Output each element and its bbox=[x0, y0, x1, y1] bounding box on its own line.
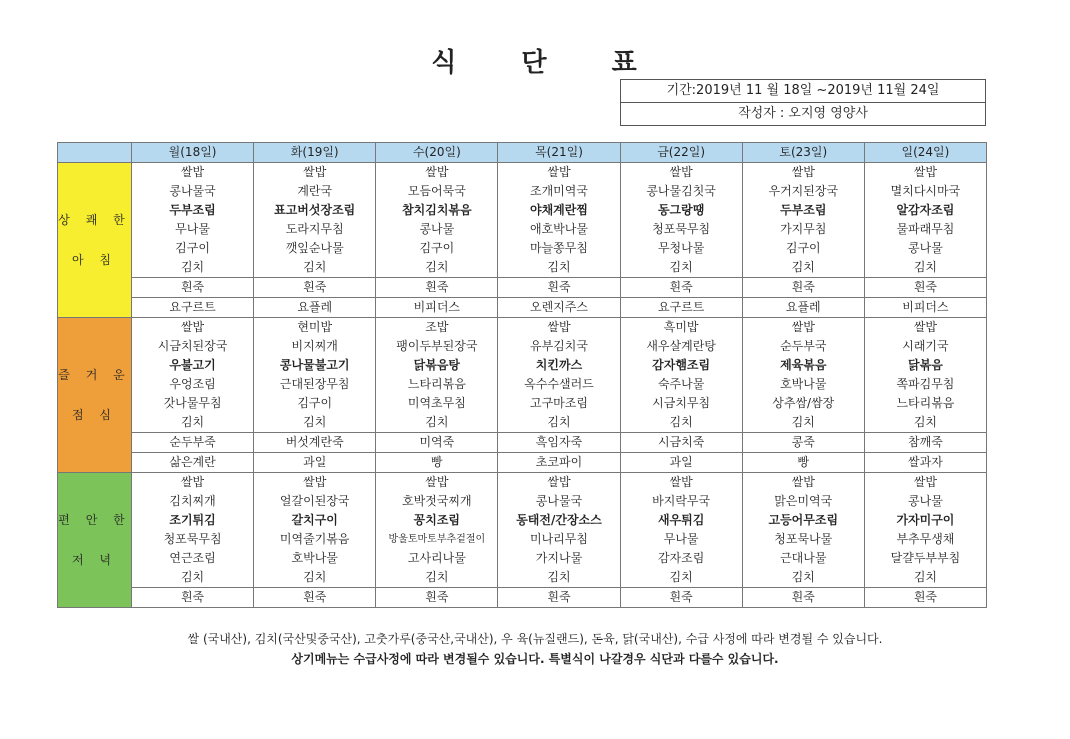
breakfast-label-top: 상 쾌 한 bbox=[58, 213, 131, 227]
menu-item: 갓나물무침 bbox=[132, 394, 254, 413]
dessert-item: 쌀과자 bbox=[864, 453, 986, 473]
menu-item: 고사리나물 bbox=[376, 549, 498, 568]
breakfast-menu-row bbox=[58, 258, 987, 278]
menu-item: 우불고기 bbox=[132, 356, 254, 375]
menu-item: 멸치다시마국 bbox=[864, 182, 986, 201]
menu-item: 콩나물국 bbox=[498, 492, 620, 511]
menu-item: 김치 bbox=[132, 258, 254, 278]
porridge-item: 참깨죽 bbox=[864, 433, 986, 453]
breakfast-label bbox=[58, 163, 132, 318]
menu-item: 마늘쫑무침 bbox=[498, 239, 620, 258]
menu-item: 청포묵무침 bbox=[132, 530, 254, 549]
menu-item: 감자조림 bbox=[620, 549, 742, 568]
menu-item: 바지락무국 bbox=[620, 492, 742, 511]
author-text: 작성자 : 오지영 영양사 bbox=[621, 102, 985, 125]
menu-item: 조밥 bbox=[376, 318, 498, 338]
lunch-label-top: 즐 거 운 bbox=[58, 368, 131, 382]
menu-item: 청포묵나물 bbox=[742, 530, 864, 549]
dessert-item: 과일 bbox=[254, 453, 376, 473]
menu-item: 김치 bbox=[620, 258, 742, 278]
breakfast-menu-row bbox=[58, 163, 987, 183]
menu-item: 느타리볶음 bbox=[376, 375, 498, 394]
day-header: 월(18일) bbox=[132, 143, 254, 163]
porridge-item: 흰죽 bbox=[254, 278, 376, 298]
menu-item: 쌀밥 bbox=[132, 473, 254, 493]
menu-item: 참치김치볶음 bbox=[376, 201, 498, 220]
menu-item: 근대나물 bbox=[742, 549, 864, 568]
day-header: 토(23일) bbox=[742, 143, 864, 163]
porridge-item: 흰죽 bbox=[498, 278, 620, 298]
menu-item: 쌀밥 bbox=[132, 318, 254, 338]
menu-item: 고구마조림 bbox=[498, 394, 620, 413]
porridge-item: 콩죽 bbox=[742, 433, 864, 453]
dessert-item: 과일 bbox=[620, 453, 742, 473]
menu-item: 팽이두부된장국 bbox=[376, 337, 498, 356]
lunch-porridge-row bbox=[58, 433, 987, 453]
menu-item: 표고버섯장조림 bbox=[254, 201, 376, 220]
menu-item: 청포묵무침 bbox=[620, 220, 742, 239]
menu-item: 쌀밥 bbox=[864, 473, 986, 493]
menu-item: 쌀밥 bbox=[742, 163, 864, 183]
menu-item: 김치 bbox=[742, 413, 864, 433]
lunch-menu-row bbox=[58, 413, 987, 433]
menu-item: 김치 bbox=[376, 413, 498, 433]
porridge-item: 흰죽 bbox=[132, 278, 254, 298]
menu-item: 상추쌈/쌈장 bbox=[742, 394, 864, 413]
day-header: 금(22일) bbox=[620, 143, 742, 163]
menu-item: 야채계란찜 bbox=[498, 201, 620, 220]
dinner-menu-row bbox=[58, 568, 987, 588]
menu-item: 현미밥 bbox=[254, 318, 376, 338]
menu-item: 쌀밥 bbox=[620, 163, 742, 183]
menu-item: 흑미밥 bbox=[620, 318, 742, 338]
dessert-item: 삶은계란 bbox=[132, 453, 254, 473]
menu-item: 새우튀김 bbox=[620, 511, 742, 530]
day-header: 일(24일) bbox=[864, 143, 986, 163]
menu-item: 얼갈이된장국 bbox=[254, 492, 376, 511]
lunch-menu-row bbox=[58, 375, 987, 394]
origin-footnote: 쌀 (국내산), 김치(국산및중국산), 고춧가루(중국산,국내산), 우 육(뉴질랜드), 돈육, 닭(국내산), 수급 사정에 따라 변경될 수 있습니다. bbox=[187, 632, 883, 646]
lunch-dessert-row bbox=[58, 453, 987, 473]
dinner-menu-row bbox=[58, 492, 987, 511]
menu-item: 시금치된장국 bbox=[132, 337, 254, 356]
menu-item: 김구이 bbox=[742, 239, 864, 258]
menu-item: 치킨까스 bbox=[498, 356, 620, 375]
breakfast-menu-row bbox=[58, 220, 987, 239]
dinner-menu-row bbox=[58, 473, 987, 493]
lunch-label-bottom: 점 심 bbox=[72, 408, 117, 422]
dessert-item: 요구르트 bbox=[132, 298, 254, 318]
dinner-menu-row bbox=[58, 511, 987, 530]
lunch-label bbox=[58, 318, 132, 473]
breakfast-menu-row bbox=[58, 182, 987, 201]
dessert-item: 빵 bbox=[376, 453, 498, 473]
menu-item: 김구이 bbox=[254, 394, 376, 413]
period-text: 기간:2019년 11 월 18일 ~2019년 11월 24일 bbox=[666, 83, 940, 98]
menu-item: 닭볶음 bbox=[864, 356, 986, 375]
porridge-item: 시금치죽 bbox=[620, 433, 742, 453]
menu-item: 깻잎순나물 bbox=[254, 239, 376, 258]
menu-item: 김치 bbox=[742, 568, 864, 588]
menu-item: 쌀밥 bbox=[742, 318, 864, 338]
breakfast-dessert-row bbox=[58, 298, 987, 318]
dessert-item: 요플레 bbox=[742, 298, 864, 318]
menu-item: 김치 bbox=[620, 568, 742, 588]
menu-item: 김치 bbox=[498, 258, 620, 278]
menu-item: 쌀밥 bbox=[376, 163, 498, 183]
menu-item: 조개미역국 bbox=[498, 182, 620, 201]
notice-footnote: 상기메뉴는 수급사정에 따라 변경될수 있습니다. 특별식이 나갈경우 식단과 다를수 있습니다. bbox=[291, 652, 779, 666]
day-header-row bbox=[58, 143, 987, 163]
menu-item: 김치 bbox=[376, 568, 498, 588]
lunch-menu-row bbox=[58, 337, 987, 356]
menu-item: 미역초무침 bbox=[376, 394, 498, 413]
porridge-item: 흰죽 bbox=[376, 588, 498, 608]
menu-item: 달걀두부부침 bbox=[864, 549, 986, 568]
menu-item: 김치 bbox=[864, 568, 986, 588]
menu-item: 순두부국 bbox=[742, 337, 864, 356]
porridge-item: 흰죽 bbox=[376, 278, 498, 298]
menu-item: 새우살계란탕 bbox=[620, 337, 742, 356]
menu-item: 콩나물불고기 bbox=[254, 356, 376, 375]
menu-body bbox=[58, 163, 987, 608]
menu-item: 김치 bbox=[498, 568, 620, 588]
corner-cell bbox=[58, 143, 132, 163]
menu-item: 김치 bbox=[254, 413, 376, 433]
menu-item: 콩나물김칫국 bbox=[620, 182, 742, 201]
dessert-item: 비피더스 bbox=[864, 298, 986, 318]
dessert-item: 비피더스 bbox=[376, 298, 498, 318]
dinner-label bbox=[58, 473, 132, 608]
menu-item: 쌀밥 bbox=[864, 163, 986, 183]
menu-item: 김치 bbox=[132, 568, 254, 588]
menu-item: 쌀밥 bbox=[376, 473, 498, 493]
porridge-item: 흑임자죽 bbox=[498, 433, 620, 453]
porridge-item: 버섯계란죽 bbox=[254, 433, 376, 453]
dessert-item: 오렌지주스 bbox=[498, 298, 620, 318]
menu-item: 김치 bbox=[254, 568, 376, 588]
dessert-item: 요구르트 bbox=[620, 298, 742, 318]
menu-item: 옥수수샐러드 bbox=[498, 375, 620, 394]
menu-item: 시금치무침 bbox=[620, 394, 742, 413]
menu-item: 애호박나물 bbox=[498, 220, 620, 239]
menu-item: 연근조림 bbox=[132, 549, 254, 568]
menu-item: 무나물 bbox=[132, 220, 254, 239]
lunch-menu-row bbox=[58, 356, 987, 375]
dessert-item: 요플레 bbox=[254, 298, 376, 318]
menu-item: 닭볶음탕 bbox=[376, 356, 498, 375]
breakfast-porridge-row bbox=[58, 278, 987, 298]
menu-item: 김구이 bbox=[132, 239, 254, 258]
menu-item: 알감자조림 bbox=[864, 201, 986, 220]
menu-item: 김치 bbox=[864, 413, 986, 433]
menu-item: 가지무침 bbox=[742, 220, 864, 239]
menu-item: 김치 bbox=[742, 258, 864, 278]
menu-item: 느타리볶음 bbox=[864, 394, 986, 413]
breakfast-menu-row bbox=[58, 239, 987, 258]
menu-item: 제육볶음 bbox=[742, 356, 864, 375]
menu-item: 쌀밥 bbox=[864, 318, 986, 338]
menu-item: 쌀밥 bbox=[254, 473, 376, 493]
porridge-item: 흰죽 bbox=[864, 588, 986, 608]
breakfast-menu-row bbox=[58, 201, 987, 220]
menu-item: 무나물 bbox=[620, 530, 742, 549]
menu-item: 호박젓국찌개 bbox=[376, 492, 498, 511]
menu-item: 가지나물 bbox=[498, 549, 620, 568]
menu-item: 두부조림 bbox=[742, 201, 864, 220]
menu-item: 콩나물국 bbox=[132, 182, 254, 201]
dessert-item: 빵 bbox=[742, 453, 864, 473]
dinner-menu-row bbox=[58, 549, 987, 568]
menu-item: 김치 bbox=[254, 258, 376, 278]
page-title: 식 단 표 bbox=[431, 48, 639, 78]
menu-item: 근대된장무침 bbox=[254, 375, 376, 394]
menu-table bbox=[57, 142, 987, 608]
menu-item: 쪽파김무침 bbox=[864, 375, 986, 394]
menu-item: 쌀밥 bbox=[254, 163, 376, 183]
menu-item: 콩나물 bbox=[864, 492, 986, 511]
menu-item: 가자미구이 bbox=[864, 511, 986, 530]
menu-item: 동그랑땡 bbox=[620, 201, 742, 220]
menu-item: 콩나물 bbox=[376, 220, 498, 239]
menu-item: 미나리무침 bbox=[498, 530, 620, 549]
menu-item: 조기튀김 bbox=[132, 511, 254, 530]
menu-item: 우엉조림 bbox=[132, 375, 254, 394]
porridge-item: 순두부죽 bbox=[132, 433, 254, 453]
menu-item: 감자햄조림 bbox=[620, 356, 742, 375]
menu-item: 쌀밥 bbox=[498, 163, 620, 183]
menu-item: 두부조림 bbox=[132, 201, 254, 220]
menu-item: 쌀밥 bbox=[132, 163, 254, 183]
lunch-menu-row bbox=[58, 318, 987, 338]
porridge-item: 흰죽 bbox=[864, 278, 986, 298]
menu-item: 김치 bbox=[376, 258, 498, 278]
dinner-porridge-row bbox=[58, 588, 987, 608]
menu-item: 시래기국 bbox=[864, 337, 986, 356]
porridge-item: 흰죽 bbox=[498, 588, 620, 608]
day-header: 화(19일) bbox=[254, 143, 376, 163]
breakfast-label-bottom: 아 침 bbox=[72, 253, 117, 267]
menu-item: 유부김치국 bbox=[498, 337, 620, 356]
menu-item: 쌀밥 bbox=[742, 473, 864, 493]
menu-item: 김치 bbox=[620, 413, 742, 433]
day-header: 목(21일) bbox=[498, 143, 620, 163]
menu-item: 방울토마토부추겉절이 bbox=[376, 530, 498, 549]
menu-item: 미역줄기볶음 bbox=[254, 530, 376, 549]
menu-item: 꽁치조림 bbox=[376, 511, 498, 530]
menu-item: 호박나물 bbox=[254, 549, 376, 568]
menu-item: 쌀밥 bbox=[498, 318, 620, 338]
menu-item: 부추무생채 bbox=[864, 530, 986, 549]
menu-item: 김치 bbox=[498, 413, 620, 433]
menu-item: 우거지된장국 bbox=[742, 182, 864, 201]
porridge-item: 미역죽 bbox=[376, 433, 498, 453]
dessert-item: 초코파이 bbox=[498, 453, 620, 473]
menu-item: 쌀밥 bbox=[498, 473, 620, 493]
menu-item: 쌀밥 bbox=[620, 473, 742, 493]
menu-item: 모듬어묵국 bbox=[376, 182, 498, 201]
lunch-menu-row bbox=[58, 394, 987, 413]
menu-item: 김치찌개 bbox=[132, 492, 254, 511]
porridge-item: 흰죽 bbox=[620, 278, 742, 298]
menu-item: 계란국 bbox=[254, 182, 376, 201]
menu-item: 숙주나물 bbox=[620, 375, 742, 394]
menu-item: 김치 bbox=[864, 258, 986, 278]
menu-item: 갈치구이 bbox=[254, 511, 376, 530]
porridge-item: 흰죽 bbox=[742, 588, 864, 608]
dinner-label-top: 편 안 한 bbox=[58, 513, 131, 527]
info-box bbox=[620, 79, 986, 126]
menu-item: 김구이 bbox=[376, 239, 498, 258]
menu-item: 콩나물 bbox=[864, 239, 986, 258]
menu-item: 맑은미역국 bbox=[742, 492, 864, 511]
porridge-item: 흰죽 bbox=[742, 278, 864, 298]
menu-item: 비지찌개 bbox=[254, 337, 376, 356]
porridge-item: 흰죽 bbox=[620, 588, 742, 608]
menu-item: 동태전/간장소스 bbox=[498, 511, 620, 530]
dinner-menu-row bbox=[58, 530, 987, 549]
porridge-item: 흰죽 bbox=[132, 588, 254, 608]
menu-item: 물파래무침 bbox=[864, 220, 986, 239]
menu-item: 호박나물 bbox=[742, 375, 864, 394]
menu-item: 고등어무조림 bbox=[742, 511, 864, 530]
dinner-label-bottom: 저 녁 bbox=[72, 553, 117, 567]
menu-item: 김치 bbox=[132, 413, 254, 433]
menu-item: 무청나물 bbox=[620, 239, 742, 258]
day-header: 수(20일) bbox=[376, 143, 498, 163]
porridge-item: 흰죽 bbox=[254, 588, 376, 608]
menu-item: 도라지무침 bbox=[254, 220, 376, 239]
